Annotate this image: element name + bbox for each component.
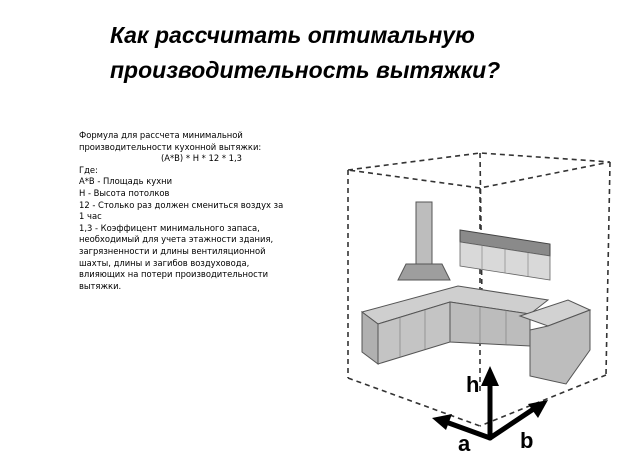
kitchen-room-illustration — [340, 150, 623, 458]
kitchen-counter-icon — [362, 286, 590, 384]
axis-label-h: h — [466, 372, 480, 397]
title-line-2: производительность вытяжки? — [110, 57, 501, 83]
axis-label-a: a — [458, 431, 471, 456]
legend-item-height: H - Высота потолков — [79, 187, 170, 198]
legend-item-area: A*B - Площадь кухни — [79, 176, 173, 187]
wall-cabinets-icon — [460, 230, 550, 280]
legend-item-reserve-coefficient: 1,3 - Коэффицент минимального запаса, необходимый для учета этажности здания, загрязненности и длины вентиляционной шахты, длины и загибов воздуховода, влияющих на потери производительности вытяжки. — [79, 222, 274, 291]
title-line-1: Как рассчитать оптимальную — [110, 22, 475, 48]
formula-description — [79, 130, 289, 292]
where-label: Где: — [79, 164, 98, 175]
page-title — [110, 18, 590, 88]
axis-label-b: b — [520, 428, 534, 453]
formula: (A*B) * H * 12 * 1,3 — [161, 153, 243, 164]
legend-item-air-changes: 12 - Столько раз должен смениться воздух за 1 час — [79, 199, 284, 222]
range-hood-icon — [398, 202, 450, 280]
formula-intro: Формула для рассчета минимальной производительности кухонной вытяжки: — [79, 130, 262, 152]
